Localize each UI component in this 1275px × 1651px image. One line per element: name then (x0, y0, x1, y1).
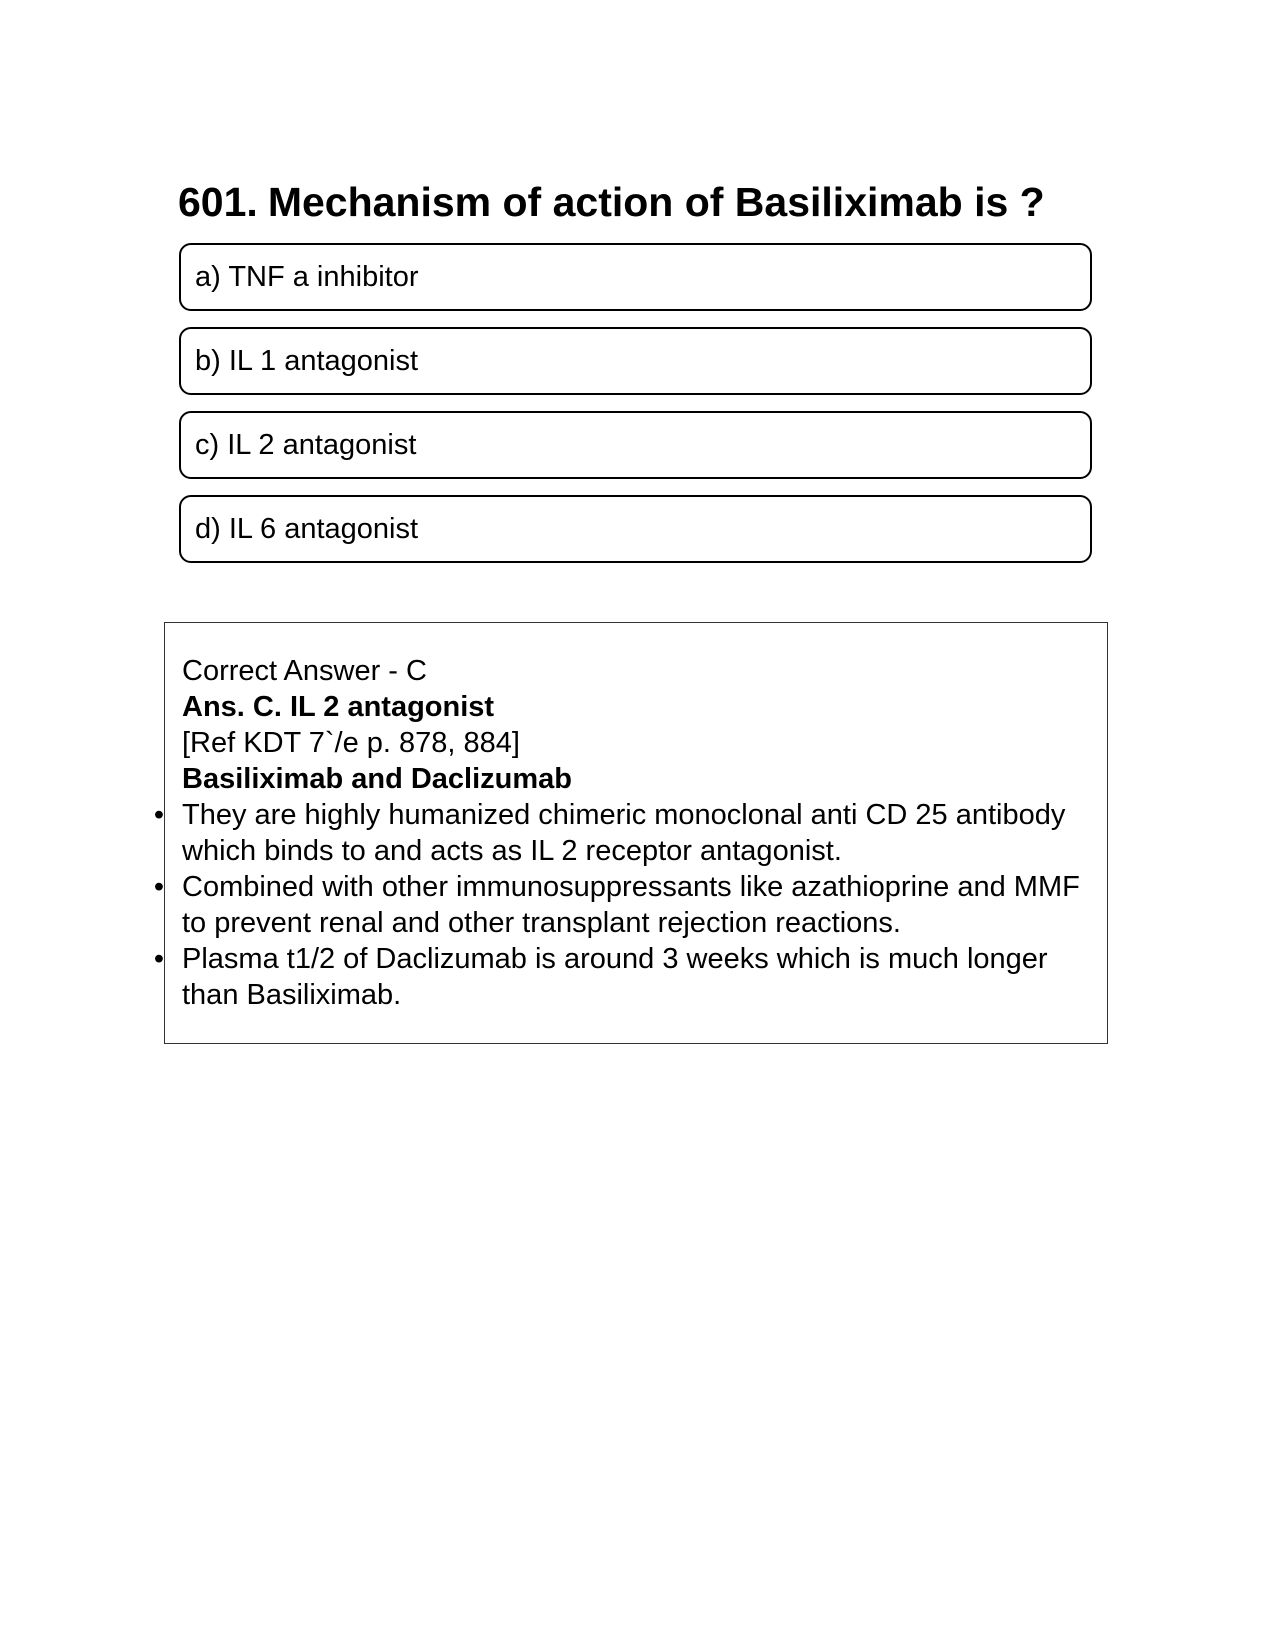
answer-explanation-box (153, 622, 1108, 1044)
bullet-text: Plasma t1/2 of Daclizumab is around 3 weeks which is much longer than Basiliximab. (182, 943, 1048, 1011)
option-b[interactable]: b) IL 1 antagonist (179, 327, 1092, 395)
answer-subheading: Basiliximab and Daclizumab (182, 763, 573, 795)
correct-answer-label: Correct Answer - C (182, 655, 427, 687)
list-item (153, 869, 1091, 941)
question-title (178, 176, 1078, 228)
options-list (179, 243, 1092, 579)
bullet-icon: • (153, 871, 165, 903)
bullet-icon: • (153, 943, 165, 975)
option-d[interactable]: d) IL 6 antagonist (179, 495, 1092, 563)
bullet-text: Combined with other immunosuppressants like azathioprine and MMF to prevent renal and other transplant rejection reactions. (182, 871, 1080, 939)
explanation-bullet-list (153, 797, 1091, 1013)
question-text: Mechanism of action of Basiliximab is ? (267, 179, 1045, 225)
bullet-text: They are highly humanized chimeric monoclonal anti CD 25 antibody which binds to and acts as IL 2 receptor antagonist. (182, 799, 1066, 867)
option-a[interactable]: a) TNF a inhibitor (179, 243, 1092, 311)
option-c[interactable]: c) IL 2 antagonist (179, 411, 1092, 479)
answer-heading: Ans. C. IL 2 antagonist (182, 691, 495, 723)
list-item (153, 941, 1091, 1013)
question-number: 601. (178, 179, 258, 225)
list-item (153, 797, 1091, 869)
answer-reference: [Ref KDT 7`/e p. 878, 884] (182, 727, 520, 759)
bullet-icon: • (153, 799, 165, 831)
